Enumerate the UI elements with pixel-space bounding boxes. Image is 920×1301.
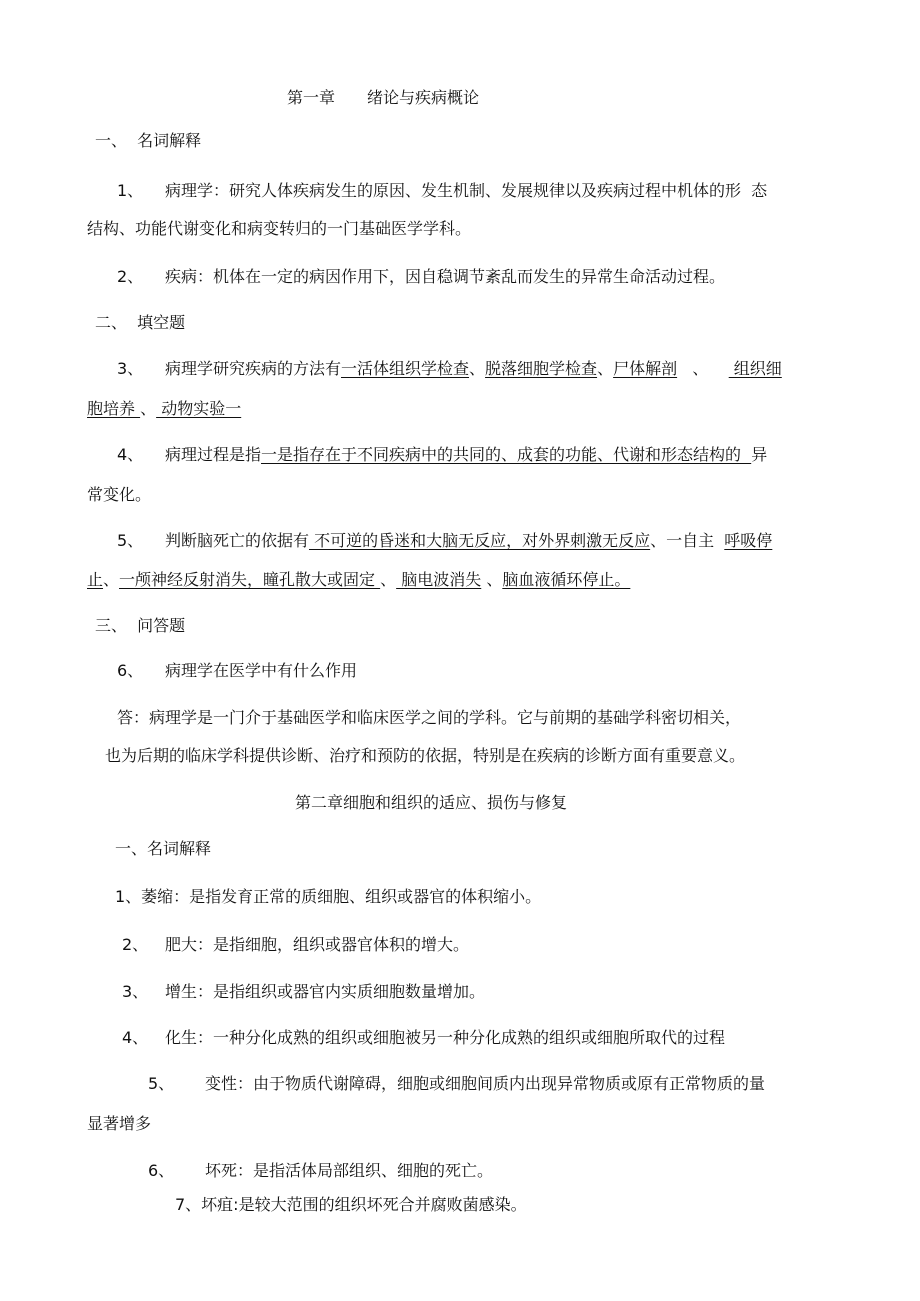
answer-blank: 动物实验一 (156, 399, 242, 418)
item-number: 5、 (117, 531, 144, 550)
question-text: 病理学在医学中有什么作用 (165, 661, 358, 680)
section-heading: 一、 名词解释 (95, 131, 202, 150)
separator: 、 (103, 570, 120, 589)
answer-blank: 胞培养 (87, 399, 141, 418)
section-heading: 三、 问答题 (95, 616, 186, 635)
item-number: 2、 (117, 267, 144, 286)
section-heading: 二、 填空题 (95, 313, 186, 332)
item-number: 1、 (117, 181, 144, 200)
separator: 、 (481, 570, 503, 589)
item-number: 6、 (148, 1161, 175, 1180)
answer-blank: 一活体组织学检查 (341, 359, 470, 378)
fill-blank-line (165, 531, 772, 551)
definition-text: 疾病：机体在一定的病因作用下，因自稳调节紊乱而发生的异常生命活动过程。 (165, 267, 726, 286)
definition-text: 变性：由于物质代谢障碍，细胞或细胞间质内出现异常物质或原有正常物质的量 (205, 1074, 766, 1093)
definition-text: 坏死：是指活体局部组织、细胞的死亡。 (205, 1161, 494, 1180)
fill-blank-line (165, 445, 767, 465)
chapter-2-title: 第二章细胞和组织的适应、损伤与修复 (295, 793, 568, 812)
item-number: 4、 (122, 1028, 149, 1047)
answer-blank: 一是指存在于不同疾病中的共同的、成套的功能、代谢和形态结构的 (261, 445, 752, 464)
answer-blank: 脑电波消失 (396, 570, 482, 589)
question-text: 病理过程是指 (165, 445, 262, 464)
item-number: 6、 (117, 661, 144, 680)
separator: 、一自主 (650, 531, 725, 550)
definition-text: 病理学：研究人体疾病发生的原因、发生机制、发展规律以及疾病过程中机体的形 态 (165, 181, 768, 200)
separator: 、 (469, 359, 486, 378)
question-text: 异 (751, 445, 768, 464)
definition-text: 化生：一种分化成熟的组织或细胞被另一种分化成熟的组织或细胞所取代的过程 (165, 1028, 726, 1047)
answer-blank: 止 (87, 570, 104, 589)
item-number: 2、 (122, 935, 149, 954)
answer-blank: 一颅神经反射消失，瞳孔散大或固定 (119, 570, 381, 589)
chapter-1-title: 第一章 绪论与疾病概论 (287, 88, 480, 107)
item-number: 4、 (117, 445, 144, 464)
separator: 、 (380, 570, 397, 589)
answer-text: 答：病理学是一门介于基础医学和临床医学之间的学科。它与前期的基础学科密切相关， (117, 708, 742, 727)
question-text: 常变化。 (87, 485, 152, 504)
separator: 、 (140, 399, 157, 418)
answer-blank: 不可逆的昏迷和大脑无反应，对外界刺激无反应 (309, 531, 651, 550)
separator: 、 (597, 359, 614, 378)
definition-text: 结构、功能代谢变化和病变转归的一门基础医学学科。 (87, 219, 472, 238)
question-text: 病理学研究疾病的方法有 (165, 359, 342, 378)
answer-blank: 尸体解剖 (613, 359, 678, 378)
answer-blank: 呼吸停 (724, 531, 773, 550)
item-number: 5、 (148, 1074, 175, 1093)
fill-blank-line (165, 359, 782, 379)
fill-blank-line (87, 570, 630, 590)
answer-text: 也为后期的临床学科提供诊断、治疗和预防的依据，特别是在疾病的诊断方面有重要意义。 (105, 746, 746, 765)
answer-blank: 组织细 (728, 359, 782, 378)
definition-text: 增生：是指组织或器官内实质细胞数量增加。 (165, 982, 486, 1001)
question-text: 判断脑死亡的依据有 (165, 531, 310, 550)
definition-text: 7、坏疽:是较大范围的组织坏死合并腐败菌感染。 (175, 1195, 527, 1214)
definition-text: 1、萎缩：是指发育正常的质细胞、组织或器官的体积缩小。 (115, 887, 542, 906)
definition-text: 显著增多 (87, 1114, 152, 1133)
item-number: 3、 (117, 359, 144, 378)
separator: 、 (677, 359, 729, 378)
fill-blank-line (87, 399, 241, 419)
definition-text: 肥大：是指细胞，组织或器官体积的增大。 (165, 935, 470, 954)
answer-blank: 脱落细胞学检查 (485, 359, 598, 378)
answer-blank: 脑血液循环停止。 (502, 570, 631, 589)
section-heading: 一、名词解释 (115, 839, 212, 858)
item-number: 3、 (122, 982, 149, 1001)
